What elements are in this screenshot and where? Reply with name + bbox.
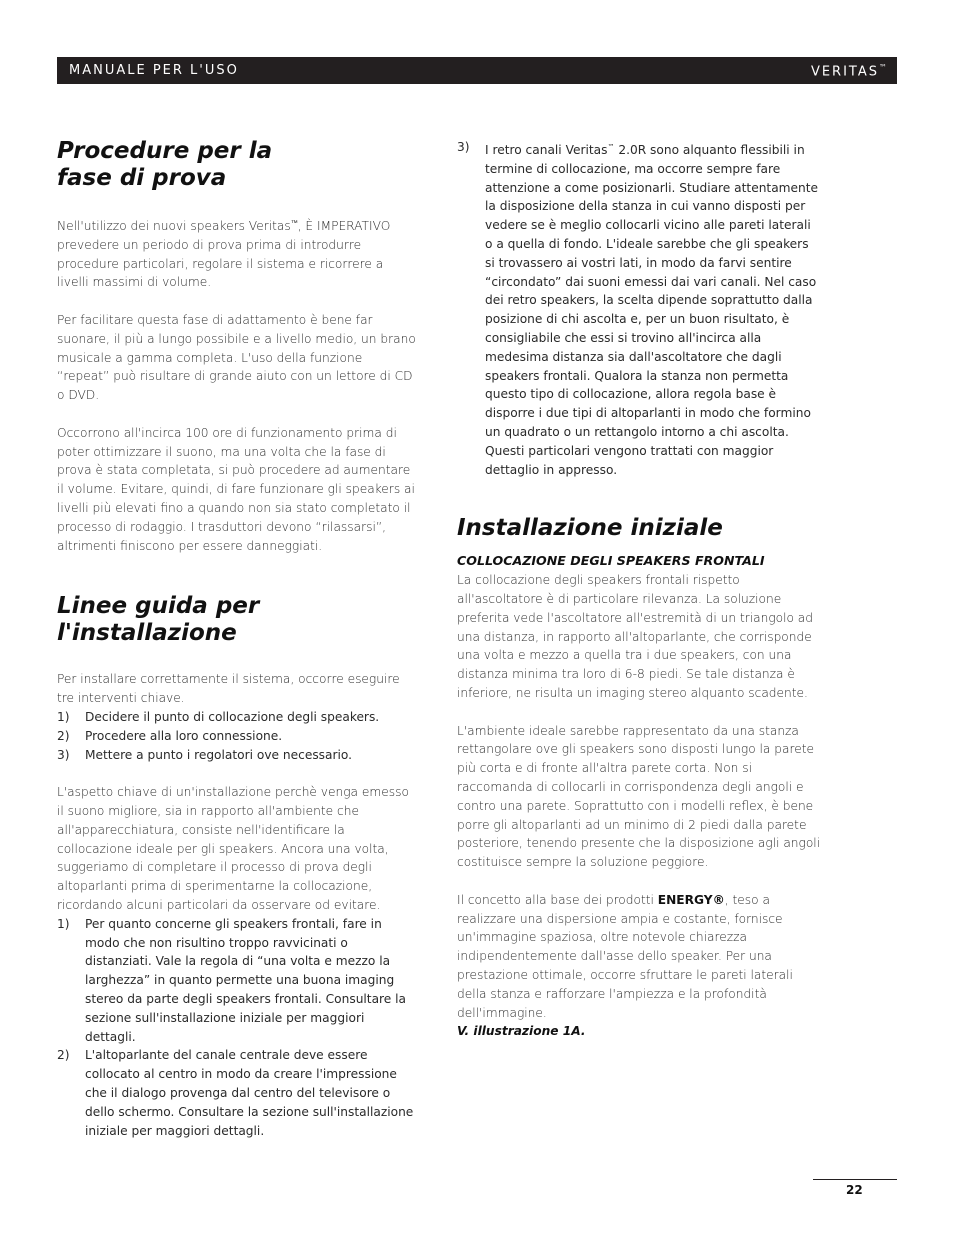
list-text: Mettere a punto i regolatori ove necessario. [85,747,353,762]
section-title-procedure [57,138,417,192]
paragraph: La collocazione degli speakers frontali rispetto all'ascoltatore è di particolare rilevanza. La soluzione preferita vede l'ascoltatore all'estremità di un triangolo ad una distanza, in rapporto all'altoparlante, che corrisponde una volta e mezzo a quella tra i due speakers, con una distanza minima tra loro di 6-8 piedi. Se tale distanza è inferiore, ne risulta un imaging stereo alquanto scadente. [457,573,814,700]
illustration-reference: V. illustrazione 1A. [457,1024,586,1039]
text-span: I retro canali Veritas [485,143,608,158]
list-text [485,138,822,479]
list-item [457,138,822,479]
steps-list [57,708,417,764]
section-title-installation: Installazione iniziale [457,515,723,542]
product-name [811,63,887,79]
section-title-line: Procedure per la [57,138,273,164]
list-item [57,708,417,727]
header-bar [57,57,897,84]
list-text: L'altoparlante del canale centrale deve essere collocato al centro in modo da creare l'impressione che il dialogo provenga dal centro del televisore o dello schermo. Consultare la sezione sull'installazione iniziale per maggiori dettagli. [85,1048,414,1138]
text-span: 2.0R sono alquanto flessibili in termine di collocazione, ma occorre sempre fare attenzione a come posizionarli. Studiare attentamente la disposizione della stanza in cui vanno disposti per vedere se è meglio collocarli vicino alle pareti laterali o a quella di fondo. L'ideale sarebbe che gli speakers si trovassero ai vostri lati, in modo da farvi sentire “circondato” dai suoni emessi dai vari canali. Nel caso dei retro speakers, la scelta dipende soprattutto dalla posizione di chi ascolta e, per un buon risultato, è consigliabile che essi si trovino all'incirca alla medesima distanza sia dall'ascoltatore che dagli speakers frontali. Qualora la stanza non permetta questo tipo di collocazione, allora regola base è disporre i due tipi di altoparlanti in modo che formino un quadrato o un rettangolo intorno a chi ascolta. Questi particolari vengono trattati con maggior dettaglio in appresso. [485,143,819,477]
paragraph: Per facilitare questa fase di adattamento è bene far suonare, il più a lungo possibile e a livello medio, un brano musicale a gamma completa. L'uso della funzione “repeat” può risultare di grande aiuto con un lettore di CD o DVD. [57,313,416,403]
left-column [57,138,417,1140]
trademark-symbol: ™ [290,219,298,227]
section-title-guidelines [57,593,417,647]
notes-list [57,915,417,1141]
text-span: , È IMPERATIVO prevedere un periodo di prova prima di introdurre procedure particolari, regolare il sistema e ricorrere a livelli massimi di volume. [57,219,391,290]
section-title-line: Linee guida per [57,593,260,620]
right-column [457,138,822,1041]
subheading: COLLOCAZIONE DEGLI SPEAKERS FRONTALI [457,553,765,569]
paragraph: Per installare correttamente il sistema, occorre eseguire tre interventi chiave. [57,672,400,706]
paragraph: L'ambiente ideale sarebbe rappresentato da una stanza rettangolare ove gli speakers sono disposti lungo la parete più corta e di fronte all'altra parete corta. Non si raccomanda di collocarli in corrispondenza degli angoli e contro una parete. Soprattutto con i modelli reflex, è bene porre gli altoparlanti ad un minimo di 2 piedi dalla parete posteriore, tenendo presente che la disposizione agli angoli costituisce sempre la soluzione peggiore. [457,723,821,870]
trademark-symbol: ™ [607,143,615,151]
section-title-line: l'installazione [57,620,237,647]
list-number: 1) [57,710,70,724]
list-number: 3) [457,140,470,154]
list-item [57,727,417,746]
brand-name: ENERGY® [657,892,725,907]
manual-title: MANUALE PER L'USO [69,63,239,78]
trademark-symbol: ™ [879,63,887,72]
list-text: Per quanto concerne gli speakers frontali, fare in modo che non risultino troppo ravvicinati o distanziati. Vale la regola di “una volta e mezzo la larghezza” in quanto permette una buona imaging stereo da parte degli speakers frontali. Consultare la sezione sull'installazione iniziale per maggiori dettagli. [85,916,407,1044]
list-number: 2) [57,728,70,743]
list-number: 3) [57,747,70,762]
section-title-line: fase di prova [57,165,227,191]
paragraph [57,214,417,292]
text-span: Il concetto alla base dei prodotti [457,892,658,907]
text-span: Nell'utilizzo dei nuovi speakers Veritas [57,219,291,234]
product-name-text: VERITAS [810,64,879,80]
footer-rule [813,1179,897,1180]
list-text: Decidere il punto di collocazione degli speakers. [85,710,380,724]
list-item [57,1046,417,1140]
paragraph: L'aspetto chiave di un'installazione perchè venga emesso il suono migliore, sia in rapporto all'ambiente che all'apparecchiatura, consiste nell'identificare la collocazione ideale per gli speakers. Ancora una volta, suggeriamo di completare il processo di prova degli altoparlanti prima di sperimentarne la collocazione, ricordando alcuni particolari da osservare od evitare. [57,785,409,912]
list-item [57,915,417,1047]
list-number: 2) [57,1048,70,1063]
paragraph [457,891,822,1023]
list-text: Procedere alla loro connessione. [85,728,283,743]
text-span: , teso a realizzare una dispersione ampia e costante, fornisce un'immagine spaziosa, oltre notevole chiarezza indipendentemente dall'asse dello speaker. Per una prestazione ottimale, occorre sfruttare le pareti laterali della stanza e rafforzare l'ampiezza e la profondità dell'immagine. [457,892,793,1020]
list-item [57,746,417,765]
list-number: 1) [57,916,70,931]
paragraph: Occorrono all'incirca 100 ore di funzionamento prima di poter ottimizzare il suono, ma una volta che la fase di prova è stata completata, si può procedere ad aumentare il volume. Evitare, quindi, di fare funzionare gli speakers ai livelli più elevati fino a quando non sia stato completato il processo di rodaggio. I trasduttori devono “rilassarsi”, altrimenti finiscono per essere danneggiati. [57,425,415,553]
page-number: 22 [846,1183,863,1197]
